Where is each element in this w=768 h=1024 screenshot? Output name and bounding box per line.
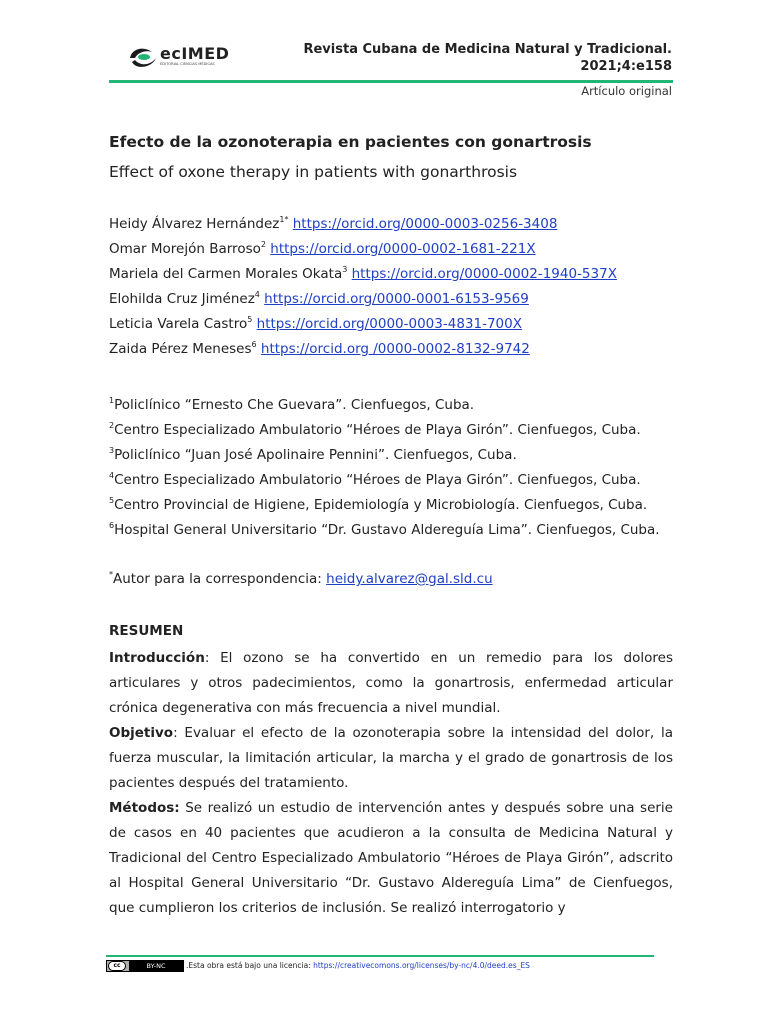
license-link[interactable]: https://creativecomons.org/licenses/by-nc/4.0/deed.es_ES — [313, 961, 530, 970]
affiliation-text: Policlínico “Ernesto Che Guevara”. Cienfuegos, Cuba. — [114, 397, 475, 413]
cc-license-badge[interactable] — [106, 960, 184, 972]
author-name: Heidy Álvarez Hernández — [109, 216, 280, 232]
license-notice — [186, 961, 530, 970]
section-label: Objetivo — [109, 725, 174, 741]
cc-icon: cc — [108, 961, 126, 971]
journal-name: Revista Cubana de Medicina Natural y Tradicional. — [303, 42, 672, 57]
affiliation-sup: 5 — [109, 496, 115, 505]
author-sup: 4 — [254, 290, 260, 299]
section-label: Introducción — [109, 650, 205, 666]
logo-name: ecIMED — [160, 44, 230, 63]
abstract-methods — [109, 796, 673, 921]
orcid-link[interactable]: https://orcid.org /0000-0002-8132-9742 — [260, 341, 530, 357]
affiliation-sup: 1 — [109, 396, 115, 405]
affiliation-sup: 2 — [109, 421, 115, 430]
journal-citation — [303, 41, 672, 75]
cc-type-label: BY-NC — [129, 961, 183, 971]
affiliation-text: Hospital General Universitario “Dr. Gustavo Aldereguía Lima”. Cienfuegos, Cuba. — [114, 522, 660, 538]
author-name: Zaida Pérez Meneses — [109, 341, 252, 357]
affiliation-text: Policlínico “Juan José Apolinaire Pennini”. Cienfuegos, Cuba. — [114, 447, 517, 463]
author-sup: 1* — [279, 215, 289, 224]
title-spanish: Efecto de la ozonoterapia en pacientes con gonartrosis — [109, 133, 592, 151]
author-name: Leticia Varela Castro — [109, 316, 248, 332]
author-sup: 6 — [251, 340, 257, 349]
section-label: Métodos: — [109, 800, 180, 816]
author-name: Elohilda Cruz Jiménez — [109, 291, 255, 307]
section-text: : El ozono se ha convertido en un remedio para los dolores articulares y otros padecimientos, como la gonartrosis, enfermedad articular crónica degenerativa con más frecuencia a nivel mundial. — [109, 650, 673, 716]
author-line — [109, 289, 617, 314]
orcid-link[interactable]: https://orcid.org/0000-0001-6153-9569 — [264, 291, 529, 307]
affiliation-text: Centro Especializado Ambulatorio “Héroes de Playa Girón”. Cienfuegos, Cuba. — [114, 422, 641, 438]
correspondence-email-link[interactable]: heidy.alvarez@gal.sld.cu — [326, 571, 493, 587]
author-line — [109, 314, 617, 339]
abstract-objective — [109, 721, 673, 796]
affiliation-line — [109, 520, 660, 545]
affiliation-sup: 3 — [109, 446, 115, 455]
author-line — [109, 264, 617, 289]
orcid-link[interactable]: https://orcid.org/0000-0003-4831-700X — [256, 316, 522, 332]
ecimed-logo — [126, 44, 236, 70]
journal-issue: 2021;4:e158 — [580, 59, 672, 74]
affiliation-line — [109, 495, 660, 520]
affiliation-line — [109, 395, 660, 420]
ecimed-logo-icon — [126, 44, 158, 70]
orcid-link[interactable]: https://orcid.org/0000-0003-0256-3408 — [292, 216, 558, 232]
abstract-heading: RESUMEN — [109, 623, 184, 639]
affiliation-text: Centro Especializado Ambulatorio “Héroes de Playa Girón”. Cienfuegos, Cuba. — [114, 472, 641, 488]
affiliation-sup: 6 — [109, 521, 115, 530]
author-name: Omar Morejón Barroso — [109, 241, 261, 257]
article-type: Artículo original — [581, 84, 672, 98]
affiliation-line — [109, 445, 660, 470]
abstract-introduction — [109, 646, 673, 721]
author-name: Mariela del Carmen Morales Okata — [109, 266, 343, 282]
affiliation-list — [109, 395, 660, 545]
orcid-link[interactable]: https://orcid.org/0000-0002-1940-537X — [351, 266, 617, 282]
author-line — [109, 239, 617, 264]
header-divider — [109, 80, 673, 83]
author-sup: 2 — [260, 240, 266, 249]
abstract-body — [109, 646, 673, 921]
affiliation-text: Centro Provincial de Higiene, Epidemiología y Microbiología. Cienfuegos, Cuba. — [114, 497, 648, 513]
footer-divider — [106, 955, 654, 957]
orcid-link[interactable]: https://orcid.org/0000-0002-1681-221X — [270, 241, 536, 257]
correspondence-label: Autor para la correspondencia: — [113, 571, 327, 587]
correspondence — [109, 571, 493, 587]
affiliation-line — [109, 470, 660, 495]
author-sup: 5 — [247, 315, 253, 324]
section-text: : Evaluar el efecto de la ozonoterapia sobre la intensidad del dolor, la fuerza muscular, la limitación articular, la marcha y el grado de gonartrosis de los pacientes después del tratamiento. — [109, 725, 673, 791]
affiliation-line — [109, 420, 660, 445]
author-line — [109, 214, 617, 239]
author-list — [109, 214, 617, 364]
title-english: Effect of oxone therapy in patients with gonarthrosis — [109, 163, 518, 181]
author-sup: 3 — [342, 265, 348, 274]
author-line — [109, 339, 617, 364]
section-text: Se realizó un estudio de intervención antes y después sobre una serie de casos en 40 pacientes que acudieron a la consulta de Medicina Natural y Tradicional del Centro Especializado Ambulatorio “Héroes de Playa Girón”, adscrito al Hospital General Universitario “Dr. Gustavo Aldereguía Lima” de Cienfuegos, que cumplieron los criterios de inclusión. Se realizó interrogatorio y — [109, 800, 673, 916]
affiliation-sup: 4 — [109, 471, 115, 480]
logo-subtitle: EDITORIAL CIENCIAS MÉDICAS — [160, 62, 215, 66]
correspondence-sup: * — [109, 570, 113, 579]
license-text: .Esta obra está bajo una licencia: — [186, 961, 314, 970]
